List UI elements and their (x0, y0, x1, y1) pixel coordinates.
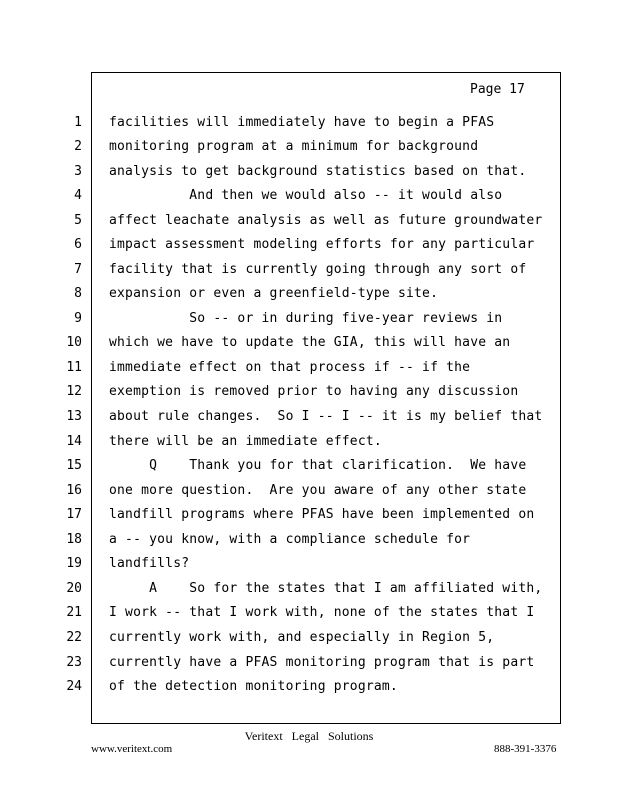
line-number: 22 (66, 630, 82, 645)
transcript-line: facility that is currently going through any sort of (109, 262, 527, 277)
line-number: 20 (66, 581, 82, 596)
transcript-line: landfill programs where PFAS have been implemented on (109, 507, 535, 522)
transcript-line: expansion or even a greenfield-type site. (109, 286, 439, 301)
line-number: 9 (74, 311, 82, 326)
transcript-line: there will be an immediate effect. (109, 434, 382, 449)
line-number: 10 (66, 335, 82, 350)
transcript-line: immediate effect on that process if -- if the (109, 360, 471, 375)
line-number: 3 (74, 164, 82, 179)
line-number: 12 (66, 384, 82, 399)
transcript-line: affect leachate analysis as well as future groundwater (109, 213, 543, 228)
line-number: 19 (66, 556, 82, 571)
line-number: 18 (66, 532, 82, 547)
line-number: 6 (74, 237, 82, 252)
transcript-line: analysis to get background statistics based on that. (109, 164, 527, 179)
transcript-line: Q Thank you for that clarification. We have (109, 458, 527, 473)
line-number: 15 (66, 458, 82, 473)
transcript-line: A So for the states that I am affiliated with, (109, 581, 543, 596)
footer-company-name: Veritext Legal Solutions (244, 729, 374, 743)
transcript-line: a -- you know, with a compliance schedule for (109, 532, 471, 547)
transcript-line: exemption is removed prior to having any discussion (109, 384, 519, 399)
line-number: 5 (74, 213, 82, 228)
transcript-line: which we have to update the GIA, this will have an (109, 335, 511, 350)
footer-website: www.veritext.com (91, 743, 173, 755)
transcript-line: of the detection monitoring program. (109, 679, 398, 694)
line-number: 8 (74, 286, 82, 301)
line-number: 17 (66, 507, 82, 522)
line-number: 4 (74, 188, 82, 203)
transcript-line: facilities will immediately have to begin a PFAS (109, 115, 495, 130)
transcript-line: impact assessment modeling efforts for any particular (109, 237, 535, 252)
transcript-line: I work -- that I work with, none of the states that I (109, 605, 535, 620)
page-number: Page 17 (470, 82, 525, 97)
line-number: 23 (66, 655, 82, 670)
line-number: 24 (66, 679, 82, 694)
line-number: 14 (66, 434, 82, 449)
transcript-line: And then we would also -- it would also (109, 188, 503, 203)
line-number: 21 (66, 605, 82, 620)
transcript-line: monitoring program at a minimum for background (109, 139, 479, 154)
transcript-line: landfills? (109, 556, 190, 571)
line-number: 13 (66, 409, 82, 424)
line-number: 11 (66, 360, 82, 375)
line-number: 16 (66, 483, 82, 498)
line-number: 2 (74, 139, 82, 154)
transcript-line: currently work with, and especially in Region 5, (109, 630, 495, 645)
line-number: 1 (74, 115, 82, 130)
line-number: 7 (74, 262, 82, 277)
transcript-line: one more question. Are you aware of any other state (109, 483, 527, 498)
transcript-line: So -- or in during five-year reviews in (109, 311, 503, 326)
transcript-line: about rule changes. So I -- I -- it is my belief that (109, 409, 543, 424)
footer-phone: 888-391-3376 (494, 743, 557, 755)
transcript-line: currently have a PFAS monitoring program that is part (109, 655, 535, 670)
